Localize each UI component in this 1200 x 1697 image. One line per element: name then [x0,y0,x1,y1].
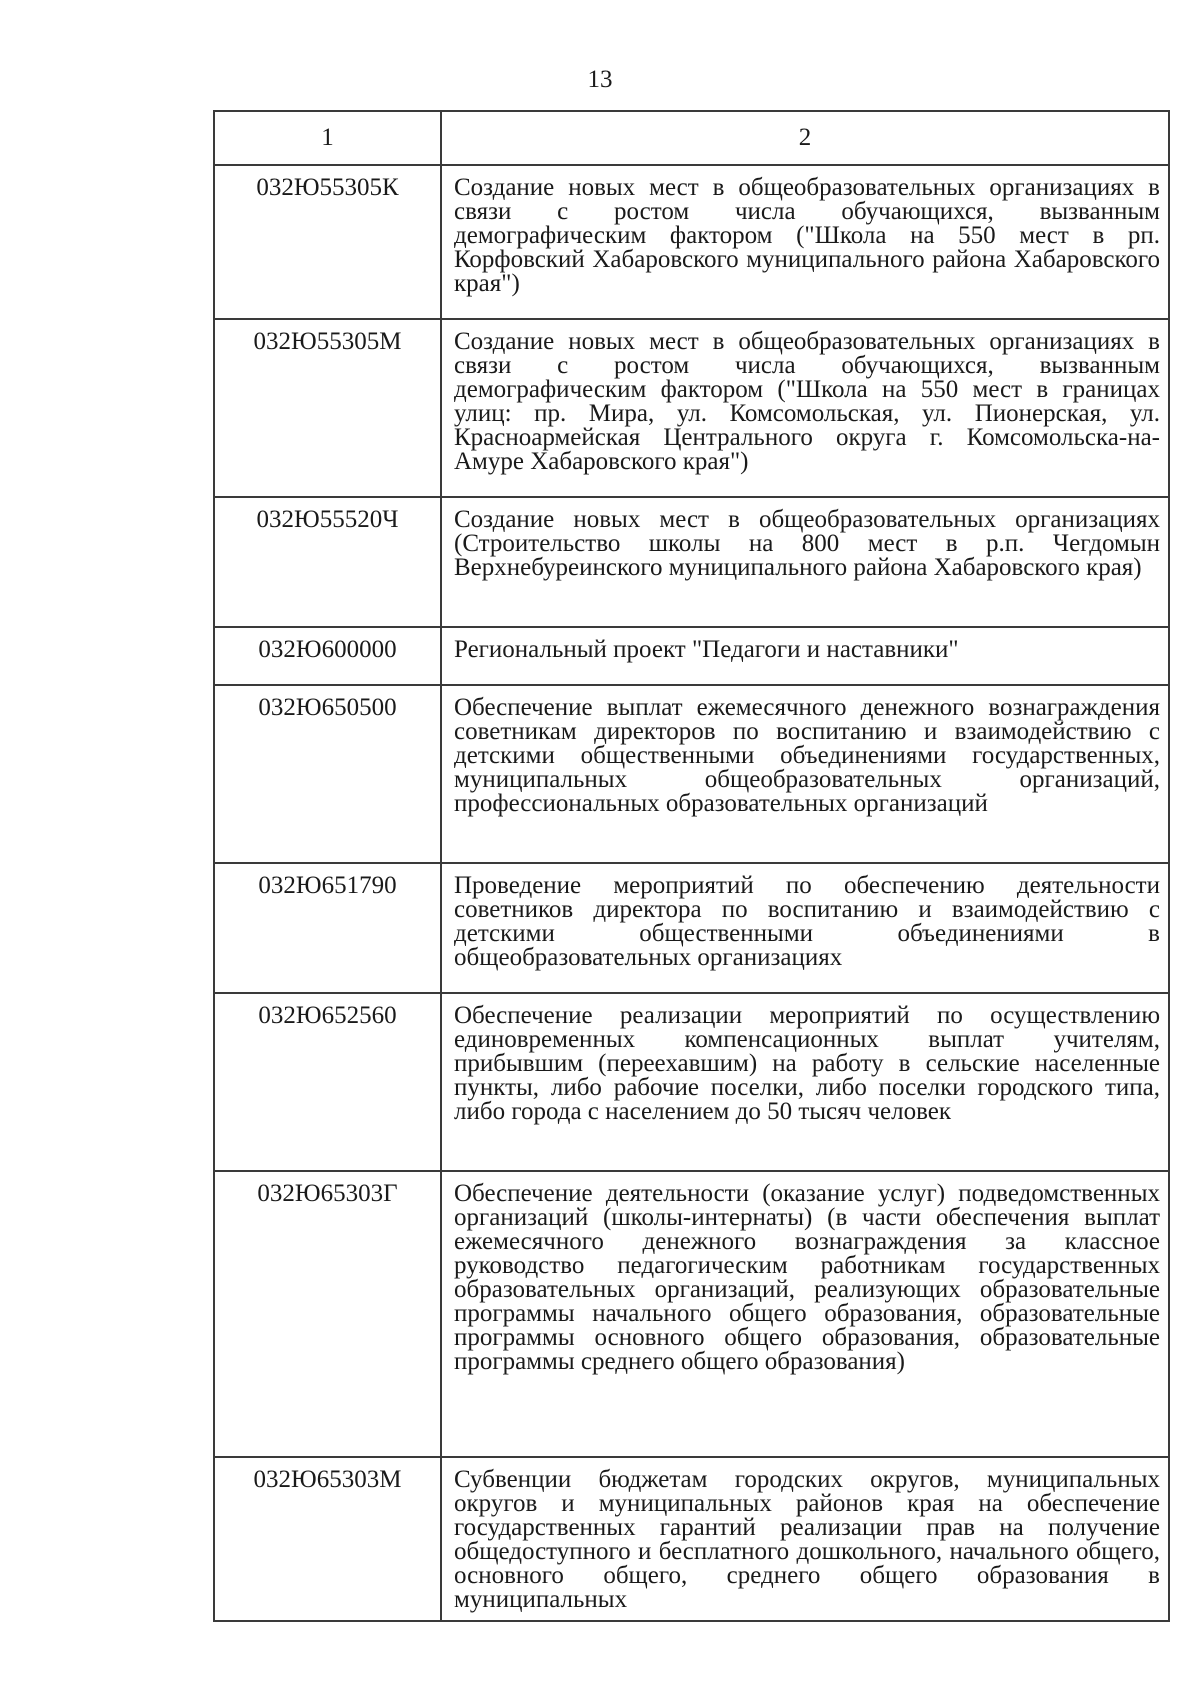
column-header-2: 2 [441,111,1169,165]
table-row [214,863,1169,993]
table-row [214,497,1169,627]
row-code: 032Ю652560 [214,993,441,1171]
row-code: 032Ю600000 [214,627,441,685]
row-description: Создание новых мест в общеобразовательных организациях (Строительство школы на 800 мест в р.п. Чегдомын Верхнебуреинского муниципального района Хабаровского края) [441,497,1169,627]
row-code: 032Ю65303М [214,1457,441,1621]
page-number: 13 [587,66,613,93]
budget-codes-table [213,110,1170,1622]
table-row [214,1457,1169,1621]
row-description: Субвенции бюджетам городских округов, муниципальных округов и муниципальных районов края на обеспечение государственных гарантий реализации прав на получение общедоступного и бесплатного дошкольного, начального общего, основного общего, среднего общего образования в муниципальных [441,1457,1169,1621]
table-row [214,1171,1169,1457]
row-description: Обеспечение выплат ежемесячного денежного вознаграждения советникам директоров по воспитанию и взаимодействию с детскими общественными объединениями государственных, муниципальных общеобразовательных организаций, профессиональных образовательных организаций [441,685,1169,863]
column-header-1: 1 [214,111,441,165]
row-code: 032Ю55305К [214,165,441,319]
row-description: Создание новых мест в общеобразовательных организациях в связи с ростом числа обучающихся, вызванным демографическим фактором ("Школа на 550 мест в границах улиц: пр. Мира, ул. Комсомольская, ул. Пионерская, ул. Красноармейская Центрального округа г. Комсомольска-на-Амуре Хабаровского края") [441,319,1169,497]
row-code: 032Ю650500 [214,685,441,863]
row-description: Региональный проект "Педагоги и наставники" [441,627,1169,685]
row-code: 032Ю55305М [214,319,441,497]
table-header-row [214,111,1169,165]
table-row [214,685,1169,863]
row-code: 032Ю651790 [214,863,441,993]
table-row [214,627,1169,685]
row-description: Проведение мероприятий по обеспечению деятельности советников директора по воспитанию и взаимодействию с детскими общественными объединениями в общеобразовательных организациях [441,863,1169,993]
row-description: Обеспечение реализации мероприятий по осуществлению единовременных компенсационных выплат учителям, прибывшим (переехавшим) на работу в сельские населенные пункты, либо рабочие поселки, либо поселки городского типа, либо города с населением до 50 тысяч человек [441,993,1169,1171]
table-row [214,319,1169,497]
row-code: 032Ю55520Ч [214,497,441,627]
row-code: 032Ю65303Г [214,1171,441,1457]
row-description: Обеспечение деятельности (оказание услуг) подведомственных организаций (школы-интернаты) (в части обеспечения выплат ежемесячного денежного вознаграждения за классное руководство педагогическим работникам государственных образовательных организаций, реализующих образовательные программы начального общего образования, образовательные программы основного общего образования, образовательные программы среднего общего образования) [441,1171,1169,1457]
row-description: Создание новых мест в общеобразовательных организациях в связи с ростом числа обучающихся, вызванным демографическим фактором ("Школа на 550 мест в рп. Корфовский Хабаровского муниципального района Хабаровского края") [441,165,1169,319]
table-row [214,165,1169,319]
table-row [214,993,1169,1171]
